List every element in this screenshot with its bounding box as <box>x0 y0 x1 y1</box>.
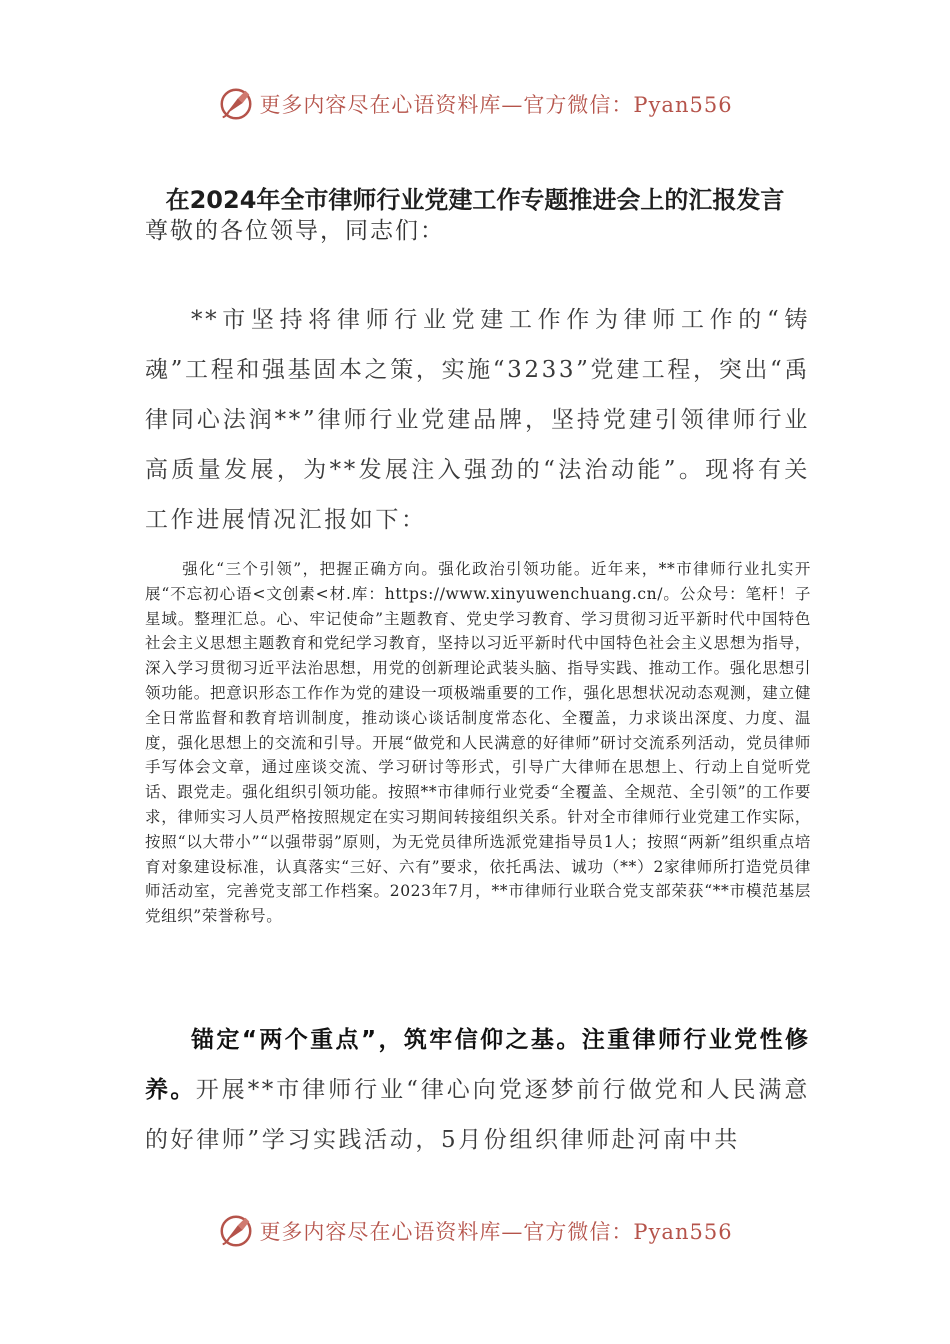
salutation: 尊敬的各位领导，同志们： <box>145 218 445 244</box>
header-banner <box>0 82 950 126</box>
footer-banner <box>0 1209 950 1253</box>
document-title: 在2024年全市律师行业党建工作专题推进会上的汇报发言 <box>165 186 785 214</box>
section-paragraph <box>145 1015 810 1165</box>
pen-nib-logo-icon <box>217 85 255 123</box>
header-banner-text: 更多内容尽在心语资料库—官方微信：Pyan556 <box>259 93 733 117</box>
intro-paragraph: **市坚持将律师行业党建工作作为律师工作的“铸魂”工程和强基固本之策，实施“3233”党建工程，突出“禹律同心法润**”律师行业党建品牌，坚持党建引领律师行业高质量发展，为**发展注入强劲的“法治动能”。现将有关工作进展情况汇报如下： <box>145 307 810 533</box>
body-paragraph: 强化“三个引领”，把握正确方向。强化政治引领功能。近年来，**市律师行业扎实开展“不忘初心语<文创素<材.库：https://www.xinyuwenchuang.cn/。公众号：笔杆！子星域。整理汇总。心、牢记使命”主题教育、党史学习教育、学习贯彻习近平新时代中国特色社会主义思想主题教育和党纪学习教育，坚持以习近平新时代中国特色社会主义思想为指导，深入学习贯彻习近平法治思想，用党的创新理论武装头脑、指导实践、推动工作。强化思想引领功能。把意识形态工作作为党的建设一项极端重要的工作，强化思想状况动态观测，建立健全日常监督和教育培训制度，推动谈心谈话制度常态化、全覆盖，力求谈出深度、力度、温度，强化思想上的交流和引导。开展“做党和人民满意的好律师”研讨交流系列活动，党员律师手写体会文章，通过座谈交流、学习研讨等形式，引导广大律师在思想上、行动上自觉听党话、跟党走。强化组织引领功能。按照**市律师行业党委“全覆盖、全规范、全引领”的工作要求，律师实习人员严格按照规定在实习期间转接组织关系。针对全市律师行业党建工作实际，按照“以大带小”“以强带弱”原则，为无党员律所选派党建指导员1人；按照“两新”组织重点培育对象建设标准，认真落实“三好、六有”要求，依托禹法、诚功（**）2家律师所打造党员律师活动室，完善党支部工作档案。2023年7月，**市律师行业联合党支部荣获“**市模范基层党组织”荣誉称号。 <box>145 560 811 926</box>
section-heading: 锚定“两个重点”，筑牢信仰之基。注重律师行业党性修养。 <box>145 1027 810 1103</box>
footer-banner-text: 更多内容尽在心语资料库—官方微信：Pyan556 <box>259 1220 733 1244</box>
section-text: 开展**市律师行业“律心向党逐梦前行做党和人民满意的好律师”学习实践活动，5月份组织律师赴河南中共 <box>145 1077 811 1153</box>
pen-nib-logo-icon <box>217 1212 255 1250</box>
